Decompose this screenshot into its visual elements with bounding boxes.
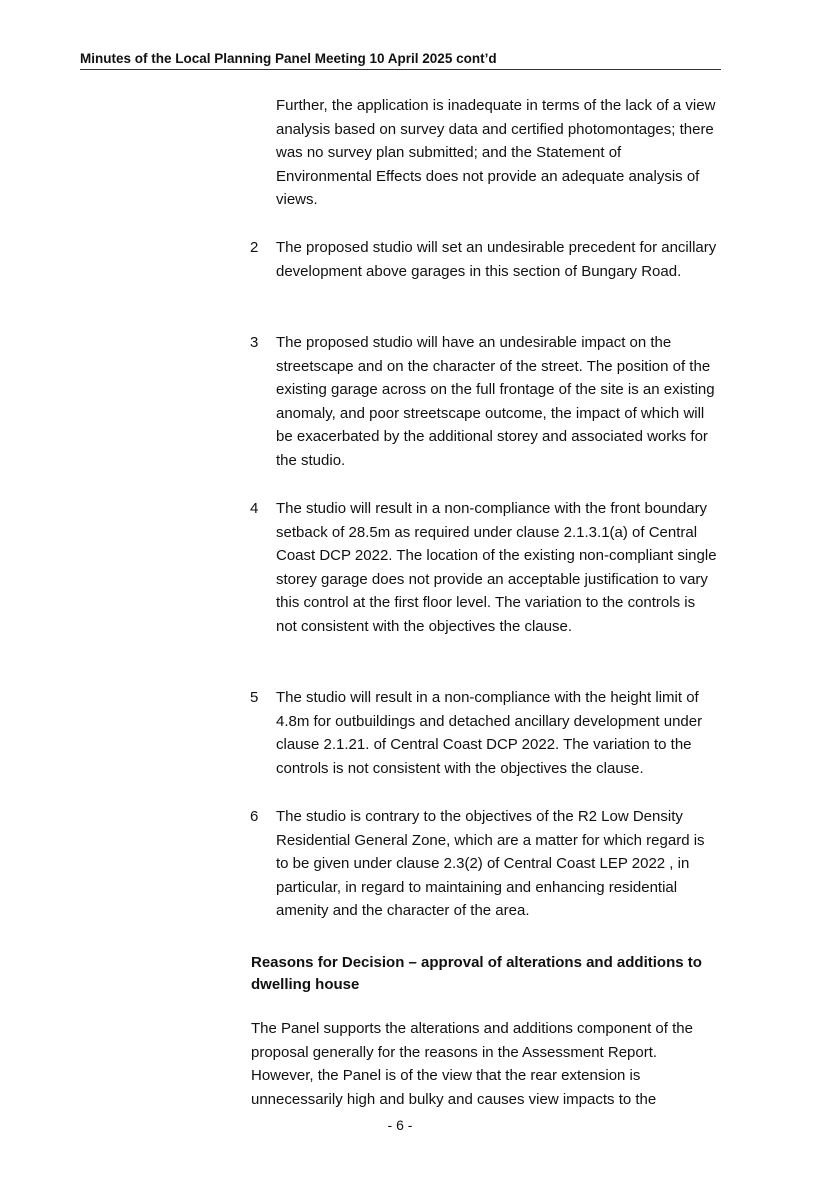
item-text: The proposed studio will set an undesirable precedent for ancillary development above garages in this section of Bungary Road. — [276, 239, 717, 280]
item-number: 4 — [250, 500, 259, 517]
item-text: The studio will result in a non-compliance with the height limit of 4.8m for outbuildings and detached ancillary development under clause 2.1.21. of Central Coast DCP 2022. The variation to the controls is not consistent with the objectives the clause. — [276, 689, 703, 777]
item-number: 5 — [250, 689, 259, 706]
item-number: 2 — [250, 239, 259, 256]
item-number: 3 — [250, 334, 259, 351]
item-text: The studio is contrary to the objectives of the R2 Low Density Residential General Zone, which are a matter for which regard is to be given under clause 2.3(2) of Central Coast LEP 2022 , in particular, in regard to maintaining and enhancing residential amenity and the character of the area. — [276, 808, 705, 920]
item-text: The proposed studio will have an undesirable impact on the streetscape and on the character of the street. The position of the existing garage across on the full frontage of the site is an existing anomaly, and poor streetscape outcome, the impact of which will be exacerbated by the additional storey and associated works for the studio. — [276, 334, 715, 469]
final-paragraph: The Panel supports the alterations and additions component of the proposal generally for the reasons in the Assessment Report. However, the Panel is of the view that the rear extension is unnecessarily high and bulky and causes view impacts to the — [251, 1020, 693, 1108]
page-number: - 6 - — [387, 1117, 413, 1133]
item-number: 6 — [250, 808, 259, 825]
page-header: Minutes of the Local Planning Panel Meeting 10 April 2025 cont’d — [80, 50, 721, 70]
intro-paragraph: Further, the application is inadequate in terms of the lack of a view analysis based on survey data and certified photomontages; there was no survey plan submitted; and the Statement of Environmental Effects does not provide an adequate analysis of views. — [276, 97, 716, 209]
item-text: The studio will result in a non-compliance with the front boundary setback of 28.5m as required under clause 2.1.3.1(a) of Central Coast DCP 2022. The location of the existing non-compliant single storey garage does not provide an acceptable justification to vary this control at the first floor level. The variation to the controls is not consistent with the objectives the clause. — [276, 500, 717, 635]
section-heading: Reasons for Decision – approval of alterations and additions to dwelling house — [251, 954, 702, 993]
